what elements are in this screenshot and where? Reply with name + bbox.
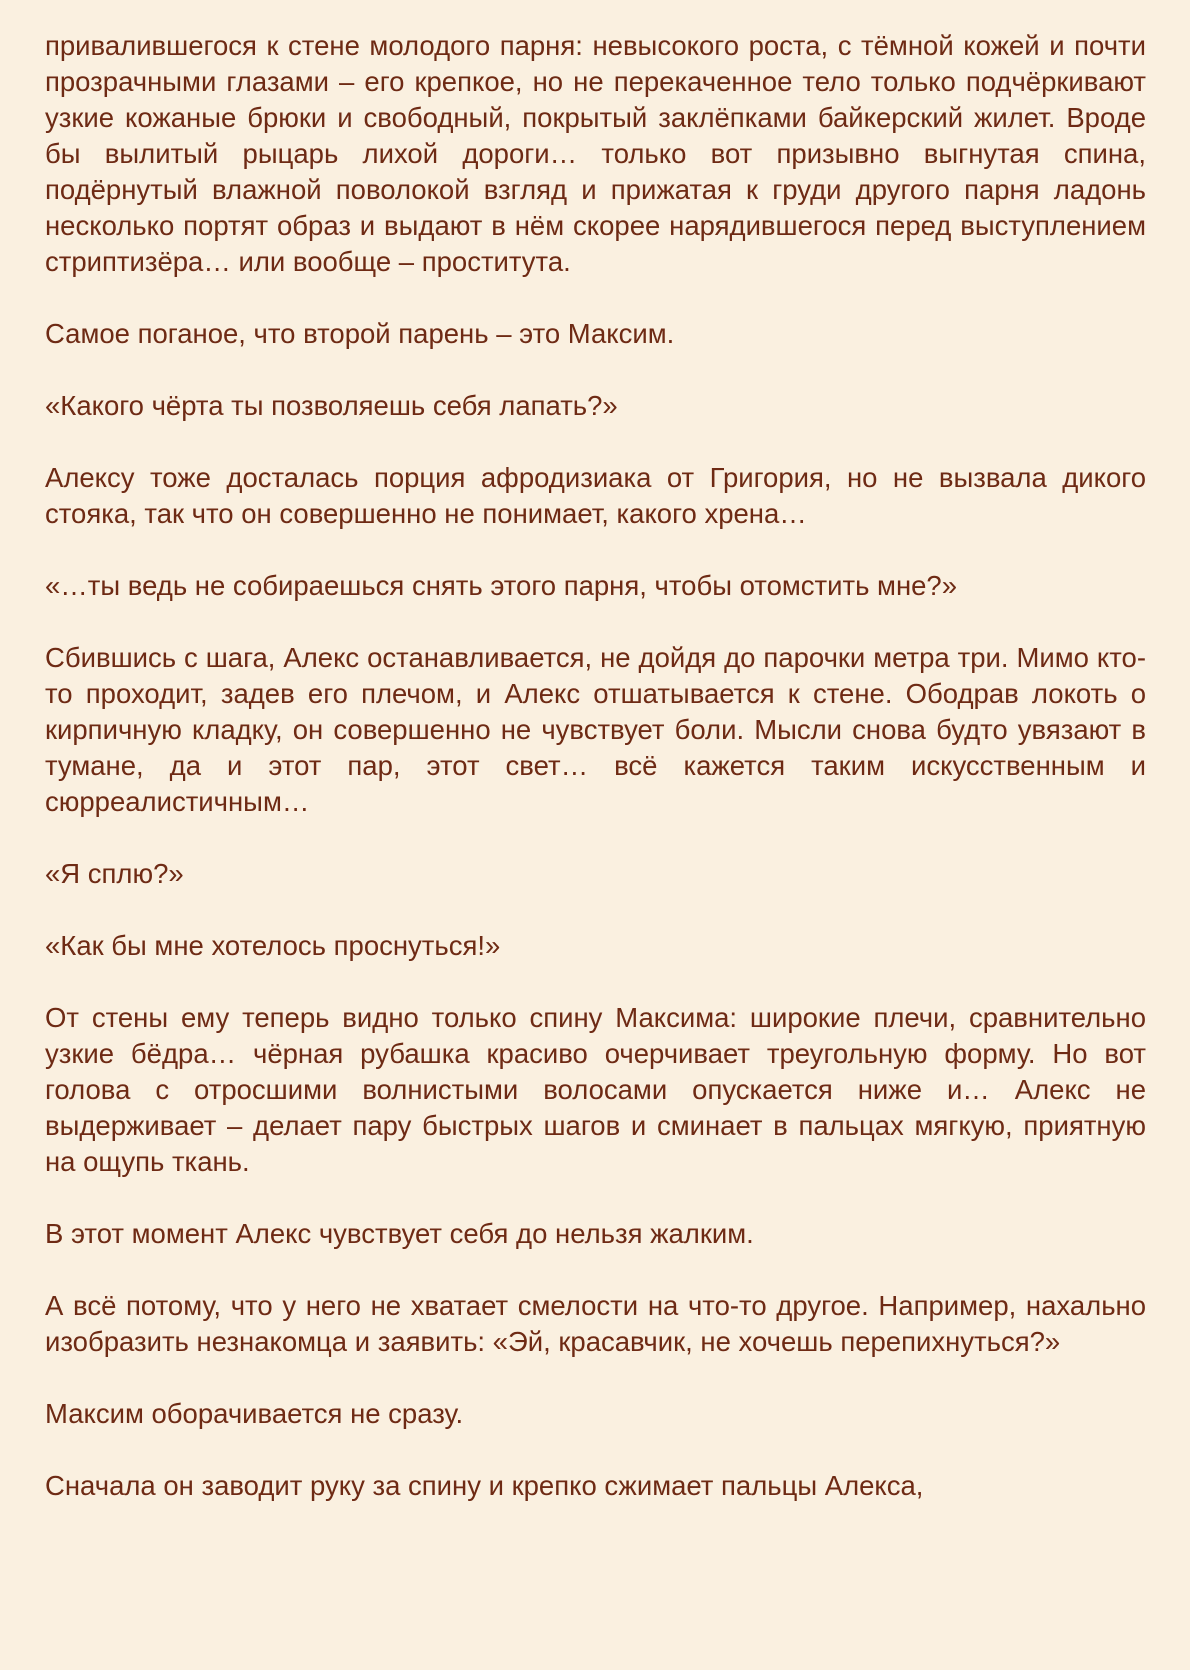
paragraph: Сбившись с шага, Алекс останавливается, не дойдя до парочки метра три. Мимо кто-то проходит, задев его плечом, и Алекс отшатывается к стене. Ободрав локоть о кирпичную кладку, он совершенно не чувствует боли. Мысли снова будто увязают в тумане, да и этот пар, этот свет… всё кажется таким искусственным и сюрреалистичным… (45, 642, 1146, 817)
paragraph: А всё потому, что у него не хватает смелости на что-то другое. Например, нахально изобразить незнакомца и заявить: «Эй, красавчик, не хочешь перепихнуться?» (45, 1290, 1146, 1357)
paragraph: Самое поганое, что второй парень – это Максим. (45, 318, 675, 349)
paragraph: «Как бы мне хотелось проснуться!» (45, 930, 501, 961)
paragraph: привалившегося к стене молодого парня: невысокого роста, с тёмной кожей и почти прозрачными глазами – его крепкое, но не перекаченное тело только подчёркивают узкие кожаные брюки и свободный, покрытый заклёпками байкерский жилет. Вроде бы вылитый рыцарь лихой дороги… только вот призывно выгнутая спина, подёрнутый влажной поволокой взгляд и прижатая к груди другого парня ладонь несколько портят образ и выдают в нём скорее нарядившегося перед выступлением стриптизёра… или вообще – проститута. (45, 30, 1146, 277)
paragraph: От стены ему теперь видно только спину Максима: широкие плечи, сравнительно узкие бёдра… чёрная рубашка красиво очерчивает треугольную форму. Но вот голова с отросшими волнистыми волосами опускается ниже и… Алекс не выдерживает – делает пару быстрых шагов и сминает в пальцах мягкую, приятную на ощупь ткань. (45, 1002, 1146, 1177)
paragraph-cut-off: Сначала он заводит руку за спину и крепко сжимает пальцы Алекса, (45, 1470, 924, 1501)
paragraph: В этот момент Алекс чувствует себя до нельзя жалким. (45, 1218, 754, 1249)
paragraph: «Какого чёрта ты позволяешь себя лапать?» (45, 390, 618, 421)
paragraph: Максим оборачивается не сразу. (45, 1398, 464, 1429)
paragraph: «Я сплю?» (45, 858, 184, 889)
paragraph: Алексу тоже досталась порция афродизиака от Григория, но не вызвала дикого стояка, так что он совершенно не понимает, какого хрена… (45, 462, 1146, 529)
paragraph: «…ты ведь не собираешься снять этого парня, чтобы отомстить мне?» (45, 570, 958, 601)
